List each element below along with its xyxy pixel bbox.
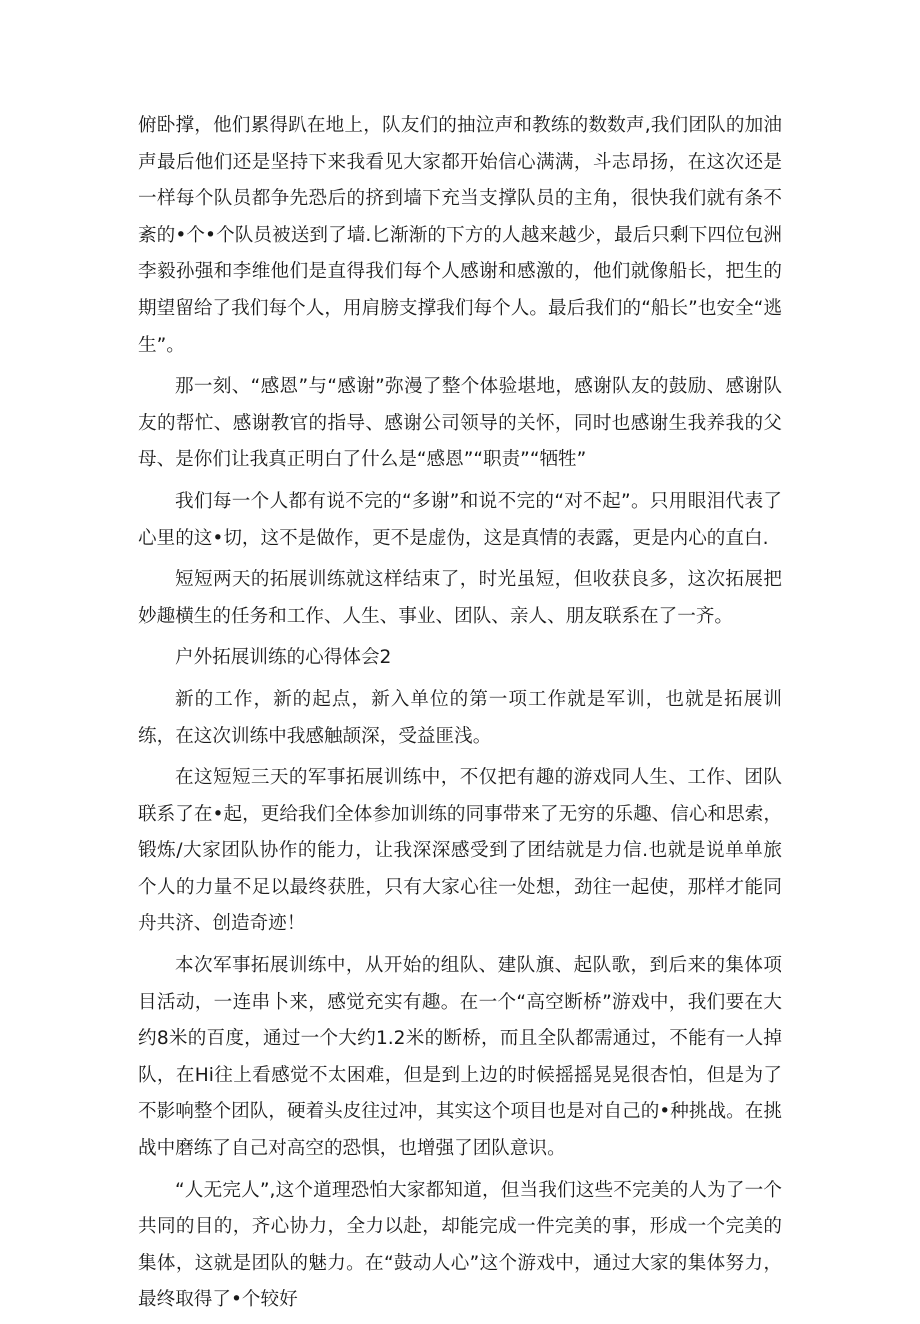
section-paragraph-3: 本次军事拓展训练中，从开始的组队、建队旗、起队歌，到后来的集体项目活动，一连串卜来，感觉充实有趣。在一个“高空断桥”游戏中，我们要在大约8米的百度，通过一个大约1.2米的断桥，而且全队都需通过，不能有一人掉队，在Hi往上看感觉不太困难，但是到上边的时候摇摇晃晃很杏怕，但是为了不影响整个团队，硬着头皮往过冲，其实这个项目也是对自己的•种挑战。在挑战中磨练了自己对高空的恐惧，也增强了团队意识。 (138, 955, 782, 1160)
section-paragraph-4: “人无完人”,这个道理恐怕大家都知道，但当我们这些不完美的人为了一个共同的目的，齐心协力，全力以赴，却能完成一件完美的事，形成一个完美的集体，这就是团队的魅力。在“鼓动人心”这个游戏中，通过大家的集体努力，最终取得了•个较好 (138, 1179, 782, 1311)
document-body (138, 108, 782, 1324)
section-paragraph-1: 新的工作，新的起点，新入单位的第一项工作就是军训，也就是拓展训练，在这次训练中我感触颉深，受益匪浅。 (138, 688, 782, 747)
paragraph-1: 俯卧撑，他们累得趴在地上，队友们的抽泣声和教练的数数声,我们团队的加油声最后他们还是坚持下来我看见大家都开始信心满满，斗志昂扬，在这次还是一样每个队员都争先恐后的挤到墙下充当支撑队员的主角，很快我们就有条不紊的•个•个队员被送到了墙.匕渐渐的下方的人越来越少，最后只剩下四位包洲李毅孙强和李维他们是直得我们每个人感谢和感激的，他们就像船长，把生的期望留给了我们每个人，用肩膀支撑我们每个人。最后我们的“船长”也安全“逃生”。 (138, 115, 782, 356)
paragraph-3: 我们每一个人都有说不完的“多谢”和说不完的“对不起”。只用眼泪代表了心里的这•切，这不是做作，更不是虚伪，这是真情的表露，更是内心的直白. (138, 490, 782, 549)
section-title: 户外拓展训练的心得体会2 (175, 647, 392, 669)
section-paragraph-2: 在这短短三天的军事拓展训练中，不仅把有趣的游戏同人生、工作、团队联系了在•起，更给我们全体参加训练的同事带来了无穷的乐趣、信心和思索，锻炼/大家团队协作的能力，让我深深感受到了团结就是力信.也就是说单单旅个人的力量不足以最终获胜，只有大家心往一处想，劲往一起使，那样才能同舟共济、创造奇迹！ (138, 767, 782, 935)
paragraph-4: 短短两天的拓展训练就这样结束了，时光虽短，但收获良多，这次拓展把妙趣横生的任务和工作、人生、事业、团队、亲人、朋友联系在了一齐。 (138, 569, 782, 627)
paragraph-2: 那一刻、“感恩”与“感谢”弥漫了整个体验堪地，感谢队友的鼓励、感谢队友的帮忙、感谢教官的指导、感谢公司领导的关怀，同时也感谢生我养我的父母、是你们让我真正明白了什么是“感恩”“职责”“牺牲” (138, 376, 782, 471)
